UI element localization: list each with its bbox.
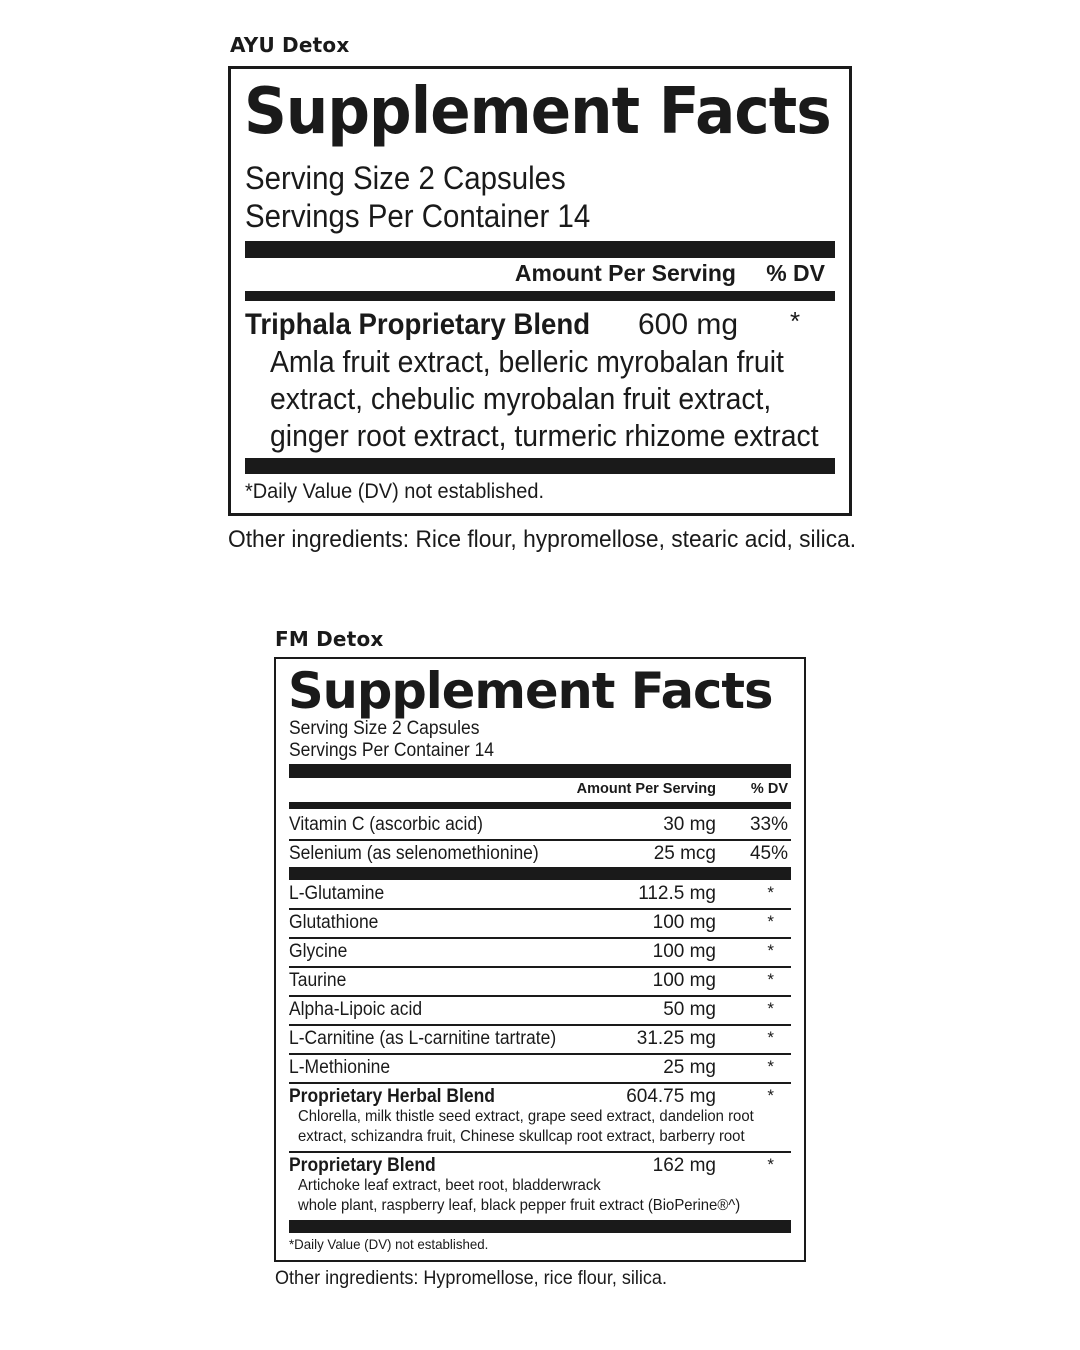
serving-size: Serving Size 2 Capsules: [245, 160, 566, 196]
nutrient-name: L-Glutamine: [289, 883, 385, 904]
column-header-amount: Amount Per Serving: [514, 260, 736, 286]
row-divider: [289, 1024, 791, 1026]
nutrient-name: Glycine: [289, 941, 348, 962]
product-name: FM Detox: [275, 627, 384, 651]
blend-ingredients-line: ginger root extract, turmeric rhizome extract: [270, 418, 819, 453]
nutrient-amount: 100 mg: [652, 912, 716, 933]
nutrient-amount: 31.25 mg: [636, 1028, 716, 1049]
blend-dv: *: [767, 1086, 774, 1105]
row-divider: [289, 839, 791, 841]
blend-dv: *: [767, 1155, 774, 1174]
blend-ingredients-line: Amla fruit extract, belleric myrobalan fruit: [270, 344, 784, 379]
row-divider: [289, 1053, 791, 1055]
row-divider: [289, 966, 791, 968]
servings-per-container: Servings Per Container 14: [289, 740, 495, 761]
panel-title: Supplement Facts: [288, 662, 773, 720]
row-divider: [289, 908, 791, 910]
other-ingredients: Other ingredients: Rice flour, hypromellose, stearic acid, silica.: [228, 526, 857, 553]
footnote: *Daily Value (DV) not established.: [289, 1236, 489, 1252]
blend-ingredients-line: Chlorella, milk thistle seed extract, grape seed extract, dandelion root: [298, 1108, 754, 1125]
thick-divider: [245, 458, 835, 474]
column-header-amount: Amount Per Serving: [576, 781, 716, 797]
thick-divider: [245, 241, 835, 258]
row-divider: [289, 1151, 791, 1153]
blend-amount: 600 mg: [638, 308, 739, 341]
nutrient-dv: 45%: [749, 843, 788, 864]
nutrient-dv: *: [767, 1028, 774, 1047]
column-header-dv: % DV: [750, 781, 788, 797]
thick-divider: [289, 802, 791, 809]
panel-title: Supplement Facts: [244, 75, 831, 149]
nutrient-dv: *: [767, 941, 774, 960]
nutrient-dv: *: [767, 883, 774, 902]
thick-divider: [289, 1220, 791, 1233]
nutrient-dv: *: [767, 912, 774, 931]
nutrient-name: L-Carnitine (as L-carnitine tartrate): [289, 1028, 557, 1049]
blend-name: Proprietary Blend: [289, 1155, 436, 1176]
nutrient-amount: 112.5 mg: [638, 883, 716, 904]
nutrient-amount: 30 mg: [663, 814, 716, 835]
footnote: *Daily Value (DV) not established.: [245, 480, 545, 503]
other-ingredients: Other ingredients: Hypromellose, rice flour, silica.: [275, 1267, 667, 1289]
nutrient-name: Alpha-Lipoic acid: [289, 999, 423, 1020]
nutrient-dv: 33%: [749, 814, 788, 835]
blend-ingredients-line: Artichoke leaf extract, beet root, bladderwrack: [298, 1177, 601, 1194]
nutrient-dv: *: [767, 1057, 774, 1076]
thick-divider: [289, 764, 791, 778]
blend-amount: 162 mg: [652, 1155, 716, 1176]
nutrient-amount: 50 mg: [663, 999, 716, 1020]
blend-ingredients-line: extract, schizandra fruit, Chinese skullcap root extract, barberry root: [298, 1128, 745, 1145]
nutrient-amount: 25 mg: [663, 1057, 716, 1078]
blend-amount: 604.75 mg: [626, 1086, 716, 1107]
blend-name: Proprietary Herbal Blend: [289, 1086, 495, 1107]
nutrient-name: Selenium (as selenomethionine): [289, 843, 539, 864]
nutrient-amount: 100 mg: [652, 970, 716, 991]
row-divider: [289, 1082, 791, 1084]
blend-ingredients-line: whole plant, raspberry leaf, black pepper fruit extract (BioPerine®^): [298, 1197, 741, 1214]
nutrient-name: Taurine: [289, 970, 347, 991]
blend-name: Triphala Proprietary Blend: [245, 308, 591, 341]
product-name: AYU Detox: [230, 33, 350, 57]
nutrient-dv: *: [767, 970, 774, 989]
blend-dv: *: [790, 306, 801, 336]
nutrient-name: Vitamin C (ascorbic acid): [289, 814, 483, 835]
nutrient-name: L-Methionine: [289, 1057, 391, 1078]
row-divider: [289, 937, 791, 939]
row-divider: [289, 995, 791, 997]
column-header-dv: % DV: [766, 260, 825, 286]
nutrient-amount: 100 mg: [652, 941, 716, 962]
nutrient-name: Glutathione: [289, 912, 379, 933]
thick-divider: [245, 291, 835, 301]
nutrient-dv: *: [767, 999, 774, 1018]
nutrient-amount: 25 mcg: [653, 843, 716, 864]
blend-ingredients-line: extract, chebulic myrobalan fruit extract,: [270, 381, 772, 416]
thick-divider: [289, 867, 791, 880]
serving-size: Serving Size 2 Capsules: [289, 718, 480, 739]
servings-per-container: Servings Per Container 14: [245, 198, 591, 234]
